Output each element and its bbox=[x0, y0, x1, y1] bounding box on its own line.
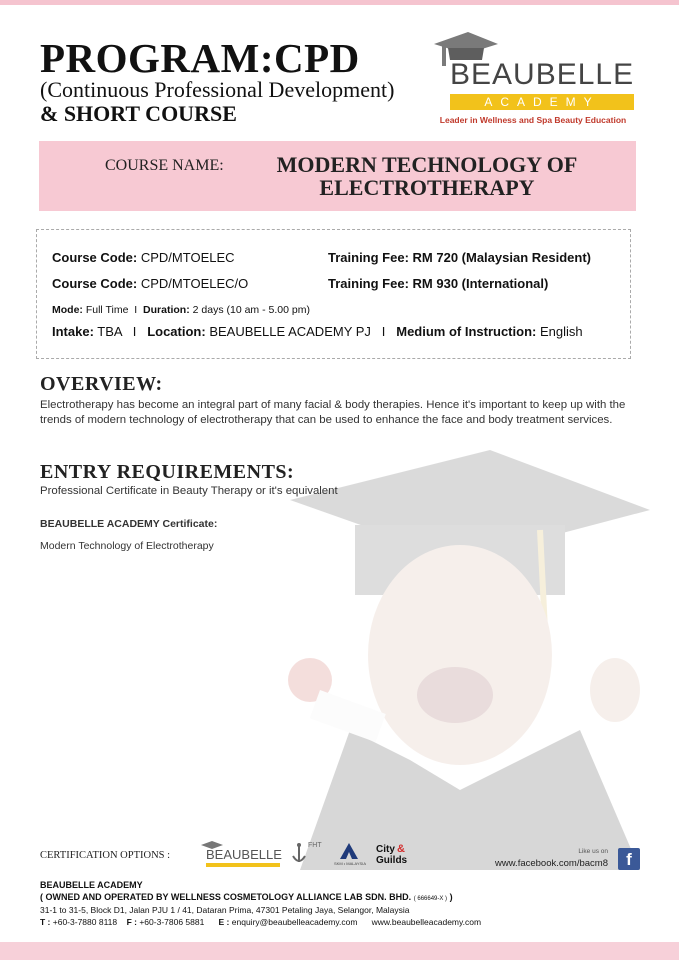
skm-logo-text: SKM • MALAYSIA bbox=[334, 861, 367, 866]
course-name-value: MODERN TECHNOLOGY OF ELECTROTHERAPY bbox=[276, 152, 578, 200]
mode-value: Full Time bbox=[85, 304, 129, 316]
logo-academy: ACADEMY bbox=[450, 94, 634, 110]
beaubelle-cert-logo bbox=[200, 840, 282, 866]
certificate-text: Modern Technology of Electrotherapy bbox=[40, 540, 214, 552]
course-code-value: CPD/MTOELEC/O bbox=[140, 276, 249, 291]
separator: I bbox=[381, 324, 386, 339]
overview-text: Electrotherapy has become an integral part of many facial & body therapies. Hence it's important to keep up with the trends of modern technology of electrotherapy that can be used to enhance the face and body treatment services. bbox=[40, 399, 626, 426]
program-subtitle: (Continuous Professional Development) bbox=[40, 77, 395, 102]
email-label: E : bbox=[218, 916, 230, 927]
footer-owned-text: ( OWNED AND OPERATED BY WELLNESS COSMETOLOGY ALLIANCE LAB SDN. BHD. bbox=[40, 891, 412, 902]
skm-logo bbox=[334, 843, 367, 869]
footer-contacts bbox=[40, 917, 481, 929]
course-code-row-2 bbox=[52, 276, 248, 291]
duration-value: 2 days (10 am - 5.00 pm) bbox=[192, 304, 310, 316]
city-guilds-text-1: City bbox=[376, 844, 395, 855]
footer bbox=[40, 880, 481, 928]
entry-requirements-heading: ENTRY REQUIREMENTS: bbox=[40, 461, 295, 483]
location-label: Location: bbox=[147, 324, 206, 339]
city-guilds-amp: & bbox=[397, 843, 405, 855]
fax-value: +60-3-7806 5881 bbox=[139, 916, 205, 927]
intake-value: TBA bbox=[97, 324, 122, 339]
course-code-row-1 bbox=[52, 250, 235, 265]
facebook-url[interactable]: www.facebook.com/bacm8 bbox=[495, 858, 608, 869]
course-code-label: Course Code: bbox=[52, 276, 138, 291]
training-fee-label: Training Fee: bbox=[328, 276, 409, 291]
like-us-text: Like us on bbox=[578, 848, 608, 855]
beaubelle-logo bbox=[428, 30, 638, 130]
city-guilds-logo bbox=[376, 844, 416, 870]
skm-mark-icon bbox=[340, 843, 358, 859]
email-link[interactable]: enquiry@beaubelleacademy.com bbox=[231, 916, 358, 927]
fax-label: F : bbox=[126, 916, 137, 927]
footer-reg-no: ( 666649-X ) bbox=[413, 895, 448, 902]
course-name-label: COURSE NAME: bbox=[105, 157, 224, 174]
footer-owned-by bbox=[40, 892, 481, 906]
top-decor-strip bbox=[0, 0, 679, 5]
separator: I bbox=[134, 304, 138, 316]
program-header bbox=[40, 35, 395, 126]
facebook-icon[interactable]: f bbox=[618, 848, 640, 870]
entry-requirements-text: Professional Certificate in Beauty Therapy or it's equivalent bbox=[40, 485, 338, 497]
intake-label: Intake: bbox=[52, 324, 94, 339]
facebook-link[interactable] bbox=[482, 848, 642, 872]
footer-address: 31-1 to 31-5, Block D1, Jalan PJU 1 / 41, Dataran Prima, 47301 Petaling Jaya, Selangor, Malaysia bbox=[40, 905, 410, 915]
fht-logo-text: FHT bbox=[308, 842, 322, 849]
overview-heading: OVERVIEW: bbox=[40, 373, 163, 395]
separator: I bbox=[132, 324, 137, 339]
medium-value: English bbox=[539, 324, 583, 339]
course-code-label: Course Code: bbox=[52, 250, 138, 265]
fht-logo bbox=[292, 840, 328, 868]
training-fee-value: RM 720 (Malaysian Resident) bbox=[412, 250, 591, 265]
duration-label: Duration: bbox=[143, 304, 190, 316]
certification-options-label: CERTIFICATION OPTIONS : bbox=[40, 850, 171, 861]
footer-company-name: BEAUBELLE ACADEMY bbox=[40, 880, 143, 890]
course-name-banner bbox=[39, 141, 636, 211]
city-guilds-text-2: Guilds bbox=[376, 855, 408, 866]
short-course-label: & SHORT COURSE bbox=[40, 101, 237, 126]
website-link[interactable]: www.beaubelleacademy.com bbox=[371, 916, 482, 927]
certificate-heading: BEAUBELLE ACADEMY Certificate: bbox=[40, 518, 218, 530]
program-title: PROGRAM:CPD bbox=[40, 35, 360, 81]
course-info-box bbox=[36, 229, 631, 359]
beaubelle-cert-logo-text: BEAUBELLE bbox=[206, 847, 282, 862]
course-code-value: CPD/MTOELEC bbox=[140, 250, 235, 265]
medium-label: Medium of Instruction: bbox=[396, 324, 537, 339]
logo-tagline: Leader in Wellness and Spa Beauty Education bbox=[439, 115, 627, 125]
mode-duration-row bbox=[52, 304, 310, 316]
logo-name: BEAUBELLE bbox=[450, 58, 635, 91]
training-fee-label: Training Fee: bbox=[328, 250, 409, 265]
anchor-icon bbox=[292, 842, 306, 866]
training-fee-row-1 bbox=[328, 250, 591, 265]
tel-value: +60-3-7880 8118 bbox=[52, 916, 118, 927]
training-fee-row-2 bbox=[328, 276, 548, 291]
intake-location-row bbox=[52, 324, 583, 339]
bottom-decor-strip bbox=[0, 942, 679, 960]
footer-owned-close: ) bbox=[449, 891, 453, 902]
training-fee-value: RM 930 (International) bbox=[412, 276, 549, 291]
tel-label: T : bbox=[40, 916, 51, 927]
mode-label: Mode: bbox=[52, 304, 83, 316]
location-value: BEAUBELLE ACADEMY PJ bbox=[209, 324, 371, 339]
